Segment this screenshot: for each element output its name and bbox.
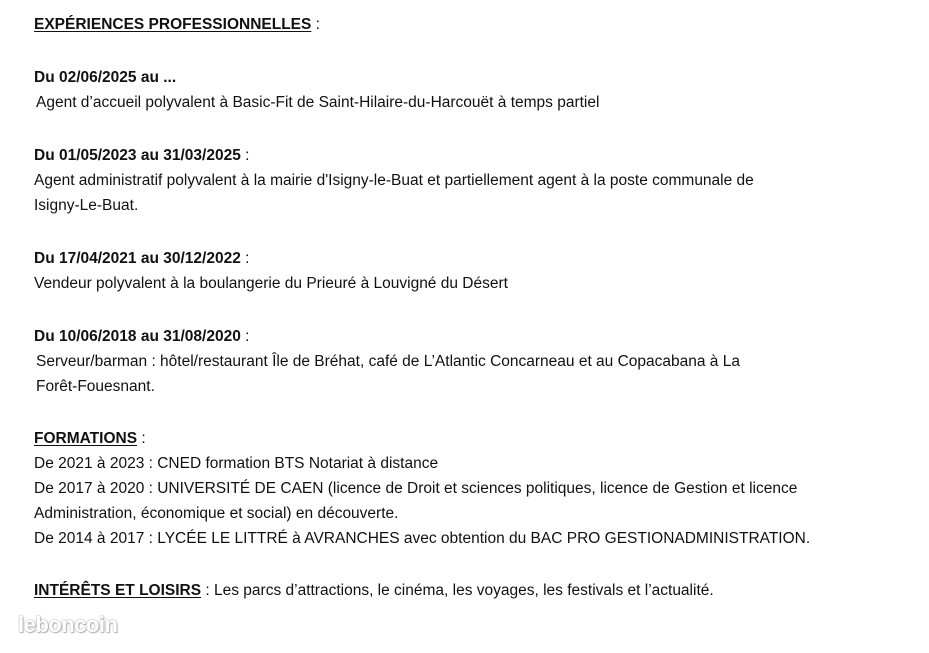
formations-title-suffix: : [137,430,146,447]
experience-period-line [34,324,904,349]
experience-period: Du 10/06/2018 au 31/08/2020 [34,328,241,345]
experience-entry [34,65,904,115]
interets-title: INTÉRÊTS ET LOISIRS [34,582,202,599]
experience-period-line [34,246,904,271]
experience-period-suffix: : [240,250,250,267]
formations-heading [34,426,904,451]
experience-description: Serveur/barman : hôtel/restaurant Île de Bréhat, café de L’Atlantic Concarneau et au Copacabana à La [36,353,740,370]
experience-entry [34,324,904,399]
experience-entry [34,246,904,296]
resume-document [34,12,904,603]
leboncoin-watermark: leboncoin [18,612,118,637]
formation-line: De 2017 à 2020 : UNIVERSITÉ DE CAEN (licence de Droit et sciences politiques, licence de Gestion et licence [34,480,798,497]
experience-period: Du 17/04/2021 au 30/12/2022 [34,250,241,267]
experience-period-line [34,143,904,168]
formation-line: De 2014 à 2017 : LYCÉE LE LITTRÉ à AVRANCHES avec obtention du BAC PRO GESTIONADMINISTRATION. [34,530,811,547]
experience-period: Du 01/05/2023 au 31/03/2025 [34,147,241,164]
formations-section [34,426,904,551]
experience-description: Isigny-Le-Buat. [34,197,139,214]
experience-description: Agent d’accueil polyvalent à Basic-Fit de Saint-Hilaire-du-Harcouët à temps partiel [36,94,600,111]
experience-period-suffix: : [240,328,250,345]
experiences-heading [34,12,904,37]
formations-title: FORMATIONS [34,430,138,447]
experience-period-suffix: : [240,147,250,164]
experience-description: Agent administratif polyvalent à la mairie d'Isigny-le-Buat et partiellement agent à la poste communale de [34,172,754,189]
formation-line: De 2021 à 2023 : CNED formation BTS Notariat à distance [34,455,439,472]
experience-description: Vendeur polyvalent à la boulangerie du Prieuré à Louvigné du Désert [34,275,508,292]
experience-period: Du 02/06/2025 au ... [34,69,177,86]
interets-section [34,578,904,603]
experiences-title: EXPÉRIENCES PROFESSIONNELLES [34,16,312,33]
experience-period-line [34,65,904,90]
interets-text: : Les parcs d’attractions, le cinéma, les voyages, les festivals et l’actualité. [201,582,714,599]
experience-description: Forêt-Fouesnant. [36,378,155,395]
experiences-title-suffix: : [311,16,320,33]
experience-entry [34,143,904,218]
formation-line: Administration, économique et social) en découverte. [34,505,399,522]
